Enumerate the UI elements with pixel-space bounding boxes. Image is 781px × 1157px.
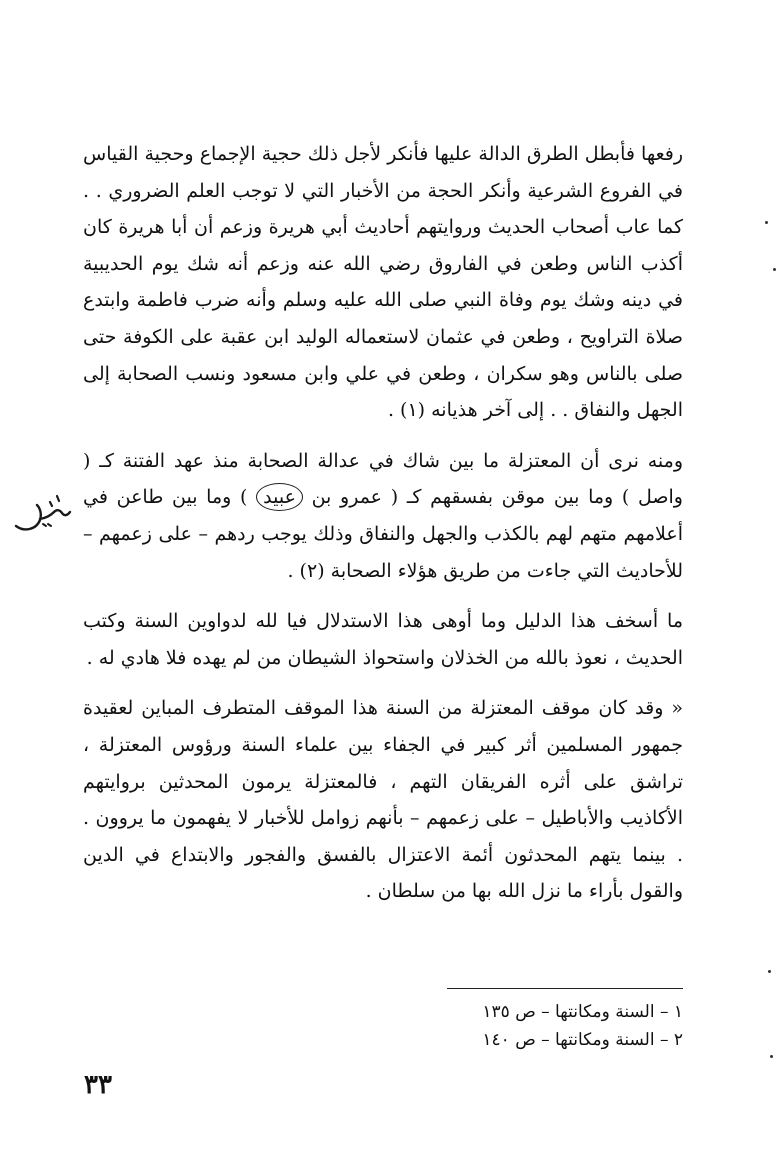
margin-speck [768,970,771,973]
margin-speck [770,1055,773,1058]
margin-speck [765,221,768,224]
footnotes [363,998,683,1054]
footnote-1: ١ – السنة ومكانتها – ص ١٣٥ [482,1002,683,1022]
paragraph-4: « وقد كان موقف المعتزلة من السنة هذا الموقف المتطرف المباين لعقيدة جمهور المسلمين أثر كبير في الجفاء بين علماء السنة ورؤوس المعتزلة ، تراشق على أثره الفريقان التهم ، فالمعتزلة يرمون المحدثين بروايتهم الأكاذيب والأباطيل – على زعمهم – بأنهم زوامل للأخبار لا يفهمون ما يروون . . بينما يتهم المحدثون أئمة الاعتزال بالفسق والفجور والابتداع في الدين والقول بأراء ما نزل الله بها من سلطان . [83,697,683,903]
margin-speck [773,268,776,271]
paragraph-2-before: ومنه نرى أن المعتزلة ما بين شاك في عدالة الصحابة منذ عهد الفتنة كـ ( واصل ) وما بين موقن بفسقهم كـ ( عمرو بن [83,449,684,509]
paragraph-2 [83,443,683,589]
page-number: ٣٣ [84,1070,112,1100]
footnote-separator [447,988,683,989]
paragraph-2-after: ) وما بين طاعن في أعلامهم متهم لهم بالكذب والجهل والنفاق وذلك يوجب ردهم – على زعمهم – للأحاديث التي جاءت من طريق هؤلاء الصحابة (٢) . [83,486,683,582]
paragraph-1: رفعها فأبطل الطرق الدالة عليها فأنكر لأجل ذلك حجية الإجماع وحجية القياس في الفروع الشرعية وأنكر الحجة من الأخبار التي لا توجب العلم الضروري . . كما عاب أصحاب الحديث وروايتهم أحاديث أبي هريرة وزعم أن أبا هريرة كان أكذب الناس وطعن في الفاروق رضي الله عنه وزعم أنه شك يوم الحديبية في دينه وشك يوم وفاة النبي صلى الله عليه وسلم وأنه ضرب فاطمة وابتدع صلاة التراويح ، وطعن في عثمان لاستعماله الوليد ابن عقبة على الكوفة حتى صلى بالناس وهو سكران ، وطعن في علي وابن مسعود ونسب الصحابة إلى الجهل والنفاق . . إلى آخر هذيانه (١) . [83,143,683,422]
footnote-2: ٢ – السنة ومكانتها – ص ١٤٠ [482,1030,683,1050]
handwritten-margin-note [10,488,74,538]
main-text [83,136,683,910]
circled-word: عبيد [256,483,303,511]
paragraph-3: ما أسخف هذا الدليل وما أوهى هذا الاستدلال فيا لله لدواوين السنة وكتب الحديث ، نعوذ بالله من الخذلان واستحواذ الشيطان من لم يهده فلا هادي له . [83,610,683,669]
